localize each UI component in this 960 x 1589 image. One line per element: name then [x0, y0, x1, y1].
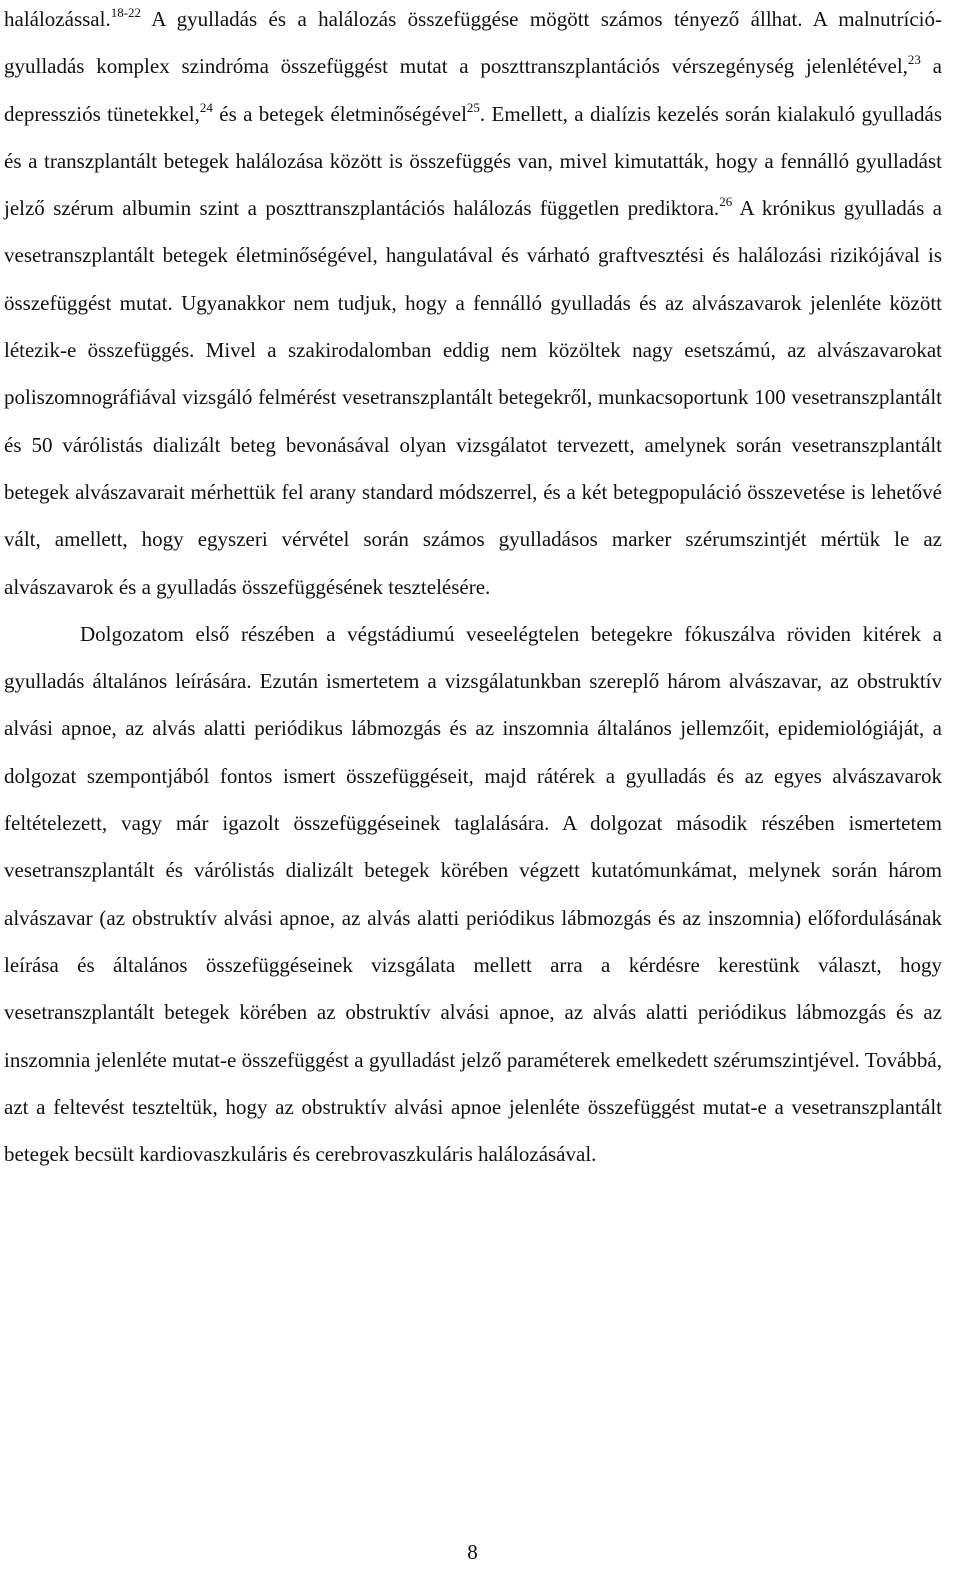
- text-segment: Dolgozatom első részében a végstádiumú veseelégtelen betegekre fókuszálva röviden kitérek a gyulladás általános leírására. Ezután ismertetem a vizsgálatunkban szereplő három alvászavar, az obstruktív alvási apnoe, az alvás alatti periódikus lábmozgás és az inszomnia általános jellemzőit, epidemiológiáját, a dolgozat szempontjából fontos ismert összefüggéseit, majd rátérek a gyulladás és az egyes alvászavarok feltételezett, vagy már igazolt összefüggéseinek taglalására. A dolgozat második részében ismertetem vesetranszplantált és várólistás dializált betegek körében végzett kutatómunkámat, melynek során három alvászavar (az obstruktív alvási apnoe, az alvás alatti periódikus lábmozgás és az inszomnia) előfordulásának leírása és általános összefüggéseinek vizsgálata mellett arra a kérdésre kerestünk választ, hogy vesetranszplantált betegek körében az obstruktív alvási apnoe, az alvás alatti periódikus lábmozgás és az inszomnia jelenléte mutat-e összefüggést a gyulladást jelző paraméterek emelkedett szérumszintjével. Továbbá, azt a feltevést teszteltük, hogy az obstruktív alvási apnoe jelenléte összefüggést mutat-e a vesetranszplantált betegek becsült kardiovaszkuláris és cerebrovaszkuláris halálozásával.: [4, 621, 942, 1167]
- citation-superscript: 26: [719, 194, 733, 210]
- text-segment: . Emellett, a dialízis kezelés során kialakuló gyulladás és a transzplantált betegek halálozása között is összefüggés van, mivel kimutatták, hogy a fennálló gyulladást jelző szérum albumin szint a poszttranszplantációs halálozás független prediktora.: [4, 101, 942, 221]
- text-segment: és a betegek életminőségével: [212, 101, 467, 126]
- paragraph-1: [4, 0, 942, 611]
- citation-superscript: 25: [466, 99, 480, 115]
- page-number: 8: [467, 1540, 478, 1564]
- text-segment: A krónikus gyulladás a vesetranszplantált betegek életminőségével, hangulatával és várható graftvesztési és halálozási rizikójával is összefüggést mutat. Ugyanakkor nem tudjuk, hogy a fennálló gyulladás és az alvászavarok jelenléte között létezik-e összefüggés. Mivel a szakirodalomban eddig nem közöltek nagy esetszámú, az alvászavarokat poliszomnográfiával vizsgáló felmérést vesetranszplantált betegekről, munkacsoportunk 100 vesetranszplantált és 50 várólistás dializált beteg bevonásával olyan vizsgálatot tervezett, amelynek során vesetranszplantált betegek alvászavarait mérhettük fel arany standard módszerrel, és a két betegpopuláció összevetése is lehetővé vált, amellett, hogy egyszeri vérvétel során számos gyulladásos marker szérumszintjét mértük le az alvászavarok és a gyulladás összefüggésének tesztelésére.: [4, 196, 943, 599]
- text-segment: A gyulladás és a halálozás összefüggése mögött számos tényező állhat. A malnutríció-gyulladás komplex szindróma összefüggést mutat a poszttranszplantációs vérszegénység jelenlétével,: [4, 7, 942, 79]
- citation-superscript: 23: [907, 52, 921, 68]
- citation-superscript: 24: [199, 99, 213, 115]
- text-segment: a depressziós tünetekkel,: [4, 54, 942, 126]
- body-text: [4, 0, 942, 1178]
- citation-superscript: 18-22: [110, 5, 142, 20]
- text-segment: halálozással.: [4, 7, 111, 31]
- paragraph-2: [4, 611, 942, 1179]
